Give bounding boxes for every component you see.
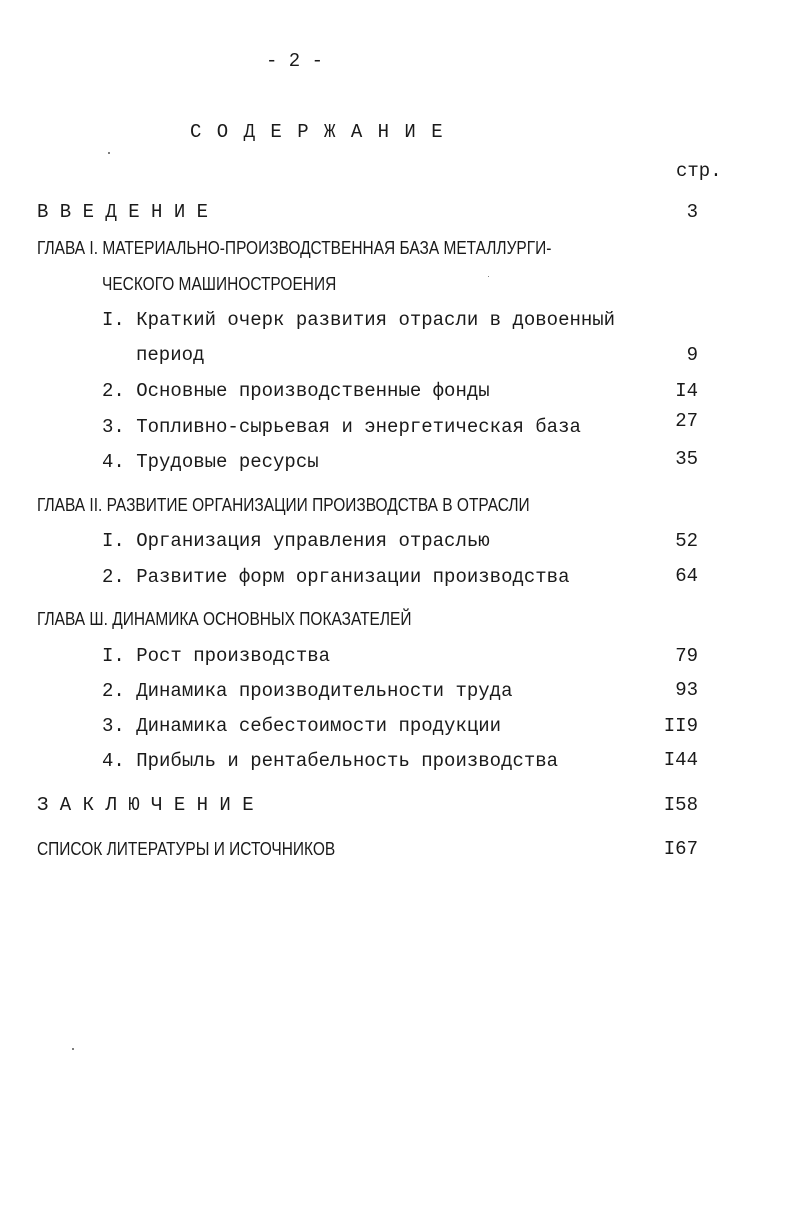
toc-entry-label: 2. Основные производственные фонды xyxy=(102,380,490,402)
toc-entry-page: 9 xyxy=(686,344,698,366)
toc-entry-label: СПИСОК ЛИТЕРАТУРЫ И ИСТОЧНИКОВ xyxy=(37,839,336,859)
toc-entry-page: 35 xyxy=(675,448,698,470)
chapter-title-line: ГЛАВА Ш. ДИНАМИКА ОСНОВНЫХ ПОКАЗАТЕЛЕЙ xyxy=(37,609,412,629)
toc-entry-page: 52 xyxy=(675,530,698,552)
speck xyxy=(72,1048,74,1050)
chapter-title-line: ЧЕСКОГО МАШИНОСТРОЕНИЯ xyxy=(102,274,337,294)
toc-entry-label: I. Организация управления отраслью xyxy=(102,530,490,552)
toc-entry-label: I. Краткий очерк развития отрасли в довоенный xyxy=(102,309,616,331)
toc-entry-page: 3 xyxy=(686,201,698,223)
toc-entry-page: II9 xyxy=(663,715,698,737)
toc-entry-label: 2. Развитие форм организации производства xyxy=(102,566,570,588)
toc-entry-label: 4. Прибыль и рентабельность производства xyxy=(102,750,559,772)
chapter-title-line: ГЛАВА I. МАТЕРИАЛЬНО-ПРОИЗВОДСТВЕННАЯ БАЗА МЕТАЛЛУРГИ- xyxy=(37,238,552,258)
toc-entry-label: 4. Трудовые ресурсы xyxy=(102,451,319,473)
toc-entry-label: В В Е Д Е Н И Е xyxy=(37,201,209,223)
toc-entry-page: I4 xyxy=(675,380,698,402)
toc-entry-page: 64 xyxy=(675,565,698,587)
toc-entry-page: 93 xyxy=(675,679,698,701)
speck xyxy=(108,152,110,154)
page-title: С О Д Е Р Ж А Н И Е xyxy=(190,121,445,143)
page-number: - 2 - xyxy=(266,50,324,72)
chapter-title-line: ГЛАВА II. РАЗВИТИЕ ОРГАНИЗАЦИИ ПРОИЗВОДСТВА В ОТРАСЛИ xyxy=(37,495,530,515)
toc-entry-label: I. Рост производства xyxy=(102,645,331,667)
toc-entry-label: 2. Динамика производительности труда xyxy=(102,680,513,702)
toc-entry-label: 3. Топливно-сырьевая и энергетическая база xyxy=(102,416,581,438)
speck xyxy=(488,276,489,277)
toc-entry-page: 79 xyxy=(675,645,698,667)
toc-entry-label: З А К Л Ю Ч Е Н И Е xyxy=(37,794,254,816)
toc-entry-label: период xyxy=(136,344,205,366)
toc-entry-page: 27 xyxy=(675,410,698,432)
toc-entry-page: I67 xyxy=(663,838,698,860)
toc-entry-label: 3. Динамика себестоимости продукции xyxy=(102,715,502,737)
toc-entry-page: I58 xyxy=(663,794,698,816)
page-column-header: стр. xyxy=(676,160,722,182)
toc-entry-page: I44 xyxy=(663,749,698,771)
